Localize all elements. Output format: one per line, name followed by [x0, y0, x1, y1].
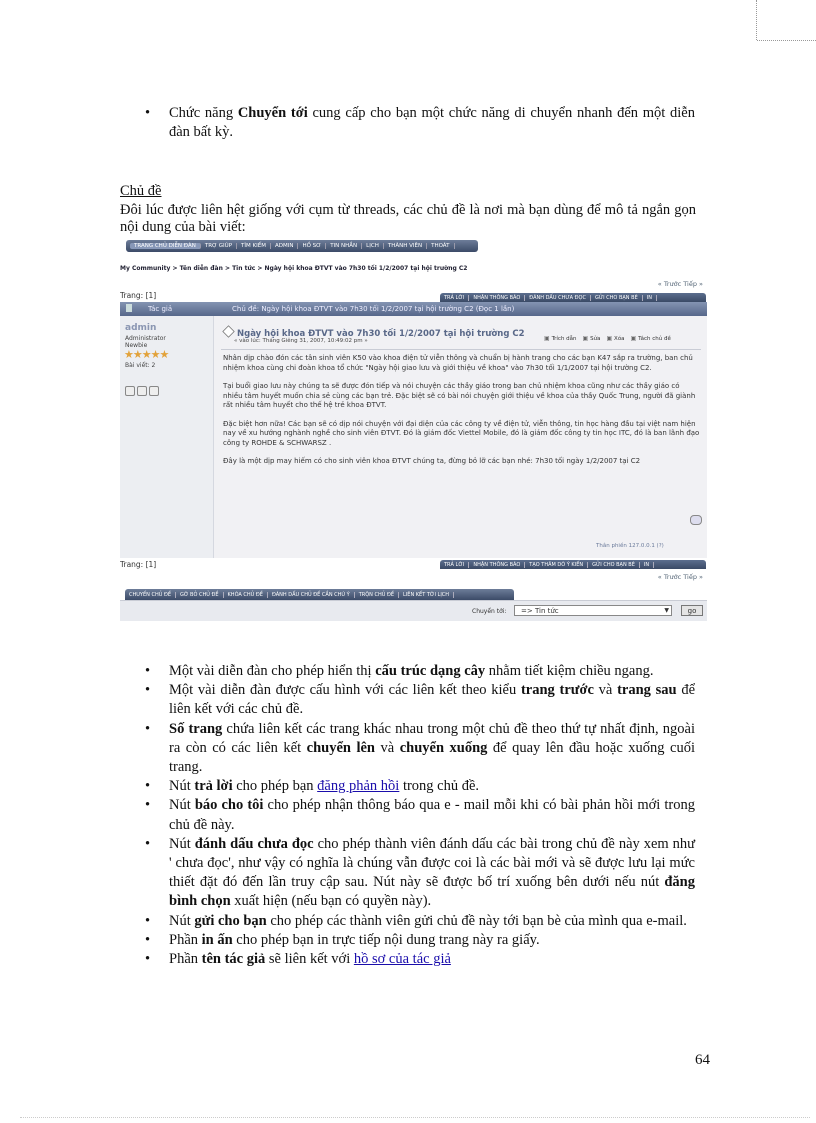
action-button[interactable]: GỬI CHO BẠN BÈ	[591, 295, 643, 301]
bullet-text: Nút	[169, 797, 195, 814]
section-title: Chủ đề	[120, 183, 162, 199]
bullet-text: Nút	[169, 778, 195, 795]
bullet-bold: báo cho tôi	[194, 797, 264, 814]
bullet-bold: trả lời	[194, 778, 233, 795]
bullet-bold: chuyển xuống	[399, 739, 488, 756]
jump-label: Chuyển tới:	[472, 608, 507, 615]
email-icon[interactable]	[137, 386, 147, 396]
nav-tab[interactable]: ADMIN	[271, 243, 298, 249]
nav-tab[interactable]: HỒ SƠ	[298, 243, 326, 249]
bullet-text: cung cấp cho bạn một chức năng di chuyển nhanh đến một diễn đàn bất kỳ.	[169, 105, 695, 140]
bullet-move-to	[145, 104, 695, 142]
nav-tab[interactable]: TRỢ GIÚP	[201, 243, 237, 249]
page-indicator-bottom: Trang: [1]	[120, 560, 157, 569]
action-button[interactable]: GỬI CHO BẠN BÈ	[588, 562, 640, 568]
message-icon[interactable]	[149, 386, 159, 396]
post-action-link[interactable]: ▣ Trích dẫn	[544, 335, 577, 342]
bullet-bold: Chuyển tới	[237, 105, 308, 121]
page-icon	[126, 304, 132, 312]
bullet-text: Phần	[169, 931, 202, 948]
feature-bullet	[145, 950, 695, 969]
forum-top-nav	[126, 240, 478, 252]
bullet-text: Phần	[169, 951, 202, 968]
forum-screenshot	[120, 238, 707, 621]
bullet-text: để liên kết với các chủ đề.	[169, 682, 696, 718]
moderation-tab[interactable]: KHÓA CHỦ ĐỀ	[224, 592, 268, 598]
feature-bullet	[145, 777, 695, 796]
moderation-tab[interactable]: CHUYỂN CHỦ ĐỀ	[125, 592, 176, 598]
post-action-links	[544, 335, 671, 342]
bullet-text: cho phép các thành viên gửi chủ đề này tới bạn bè của mình qua e-mail.	[266, 912, 687, 929]
moderation-tab-bar	[125, 589, 514, 600]
user-info-column	[120, 316, 214, 558]
post-paragraph: Đây là một dịp may hiếm có cho sinh viên khoa ĐTVT chúng ta, đừng bỏ lỡ các bạn nhé: 7h30 tối ngày 1/2/2007 tại C2	[223, 457, 641, 465]
prev-next-links[interactable]: « Trước Tiếp »	[657, 280, 703, 288]
bullet-bold: chuyển lên	[306, 739, 375, 756]
post-action-link[interactable]: ▣ Tách chủ đề	[631, 335, 671, 342]
user-post-count: Bài viết: 2	[125, 362, 156, 369]
nav-tab[interactable]: TRANG CHỦ DIỄN ĐÀN	[130, 243, 201, 249]
bullet-bold: đánh dấu chưa đọc	[194, 835, 314, 852]
forum-breadcrumb: My Community > Tên diễn đàn > Tin tức > Ngày hội khoa ĐTVT vào 7h30 tối 1/2/2007 tại hội trường C2	[120, 265, 468, 272]
bullet-link[interactable]: hồ sơ của tác giả	[353, 951, 451, 968]
crop-mark-horizontal	[757, 40, 816, 42]
bullet-bold: trang sau	[617, 682, 677, 699]
bullet-bold: gửi cho bạn	[194, 912, 267, 929]
post-title-text: Ngày hội khoa ĐTVT vào 7h30 tối 1/2/2007 tại hội trường C2	[237, 329, 525, 339]
bullet-text: cho phép bạn	[232, 778, 318, 795]
action-button[interactable]: TRẢ LỜI	[440, 562, 469, 568]
moderation-tab[interactable]: LIÊN KẾT TỚI LỊCH	[399, 592, 454, 598]
jump-select-value: => Tin tức	[521, 607, 559, 615]
bullet-text: nhằm tiết kiệm chiều ngang.	[485, 663, 654, 679]
nav-tab[interactable]: LỊCH	[362, 243, 384, 249]
feature-bullet	[145, 681, 695, 719]
action-button[interactable]: TẠO THĂM DÒ Ý KIẾN	[525, 562, 588, 568]
bullet-text: Nút	[169, 912, 195, 929]
author-column-header: Tác giả	[148, 305, 173, 313]
action-button[interactable]: ĐÁNH DẤU CHƯA ĐỌC	[525, 295, 591, 301]
post-paragraph: Nhân dịp chào đón các tân sinh viên K50 vào khoa điện tử viễn thông và chuẩn bị hành trang cho các bạn K47 sắp ra trường, ban chủ nhiệm khoa cùng chi đoàn khoa tổ chức "Ngày hội giao lưu và giới thiệu về khoa" vào 7h30 tối 1/1/2007 tại hội trường C2.	[223, 354, 693, 372]
feature-bullet-list	[145, 662, 695, 969]
bullet-text: chứa liên kết các trang khác nhau trong một chủ đề theo thứ tự nhất định, ngoài ra còn có các liên kết	[169, 720, 695, 756]
nav-tab[interactable]: THOÁT	[427, 243, 454, 249]
bullet-link[interactable]: đăng phản hồi	[317, 778, 400, 795]
section-description: Đôi lúc được liên hệt giống với cụm từ threads, các chủ đề là nơi mà bạn dùng để mô tả ngắn gọn nội dung của bài viết:	[120, 202, 696, 235]
action-button[interactable]: TRẢ LỜI	[440, 295, 469, 301]
post-action-link[interactable]: ▣ Xóa	[606, 335, 624, 342]
moderation-tab[interactable]: ĐÁNH DẤU CHỦ ĐỀ CẦN CHÚ Ý	[268, 592, 355, 598]
user-role: Administrator	[125, 335, 166, 342]
action-button[interactable]: NHẬN THÔNG BÁO	[469, 295, 525, 301]
bullet-text: sẽ liên kết với	[265, 951, 354, 968]
prev-next-links-bottom[interactable]: « Trước Tiếp »	[657, 573, 703, 581]
moderation-tab[interactable]: TRỘN CHỦ ĐỀ	[355, 592, 399, 598]
bullet-text: cho phép thành viên đánh dấu các bài trong chủ đề này xem như ' chưa đọc', như vậy có nghĩa là chúng vẫn được coi là các bài mới và sẽ được lưu lại mức thiết đặt đó đến lần truy cập sau. Nút này sẽ được bố trí xuống bên dưới nếu nút	[169, 835, 695, 891]
post-separator	[221, 349, 701, 350]
bullet-text: và	[375, 739, 400, 756]
topic-header-bar	[120, 302, 707, 316]
bullet-text: Chức năng	[169, 105, 238, 121]
feature-bullet	[145, 796, 695, 834]
nav-tab[interactable]: TIN NHẮN	[326, 243, 362, 249]
user-name[interactable]: admin	[125, 323, 157, 333]
bullet-bold: Số trang	[169, 720, 223, 737]
feature-bullet	[145, 720, 695, 778]
action-button[interactable]: NHẬN THÔNG BÁO	[469, 562, 525, 568]
nav-tab[interactable]: TÌM KIẾM	[237, 243, 271, 249]
feature-bullet	[145, 662, 695, 681]
bullet-text: để quay lên đầu hoặc xuống cuối trang.	[169, 739, 695, 776]
post-body	[223, 354, 701, 476]
top-action-bar	[440, 293, 706, 302]
bottom-action-bar	[440, 560, 706, 569]
post-paragraph: Đặc biệt hơn nữa! Các bạn sẽ có dịp nói chuyện với đại diện của các công ty về điện tử, viễn thông, tin học hàng đầu tại việt nam hiện nay về xu hướng nghành nghề cho sinh viên ĐTVT. Đó là giám đốc Viettel Mobile, đó là giám đốc công ty tin học ITC, đó là ban lãnh đạo công ty ROHDE & SCHWARSZ .	[223, 419, 700, 447]
feature-bullet	[145, 912, 695, 931]
bullet-bold: tên tác giả	[201, 951, 266, 968]
post-action-link[interactable]: ▣ Sửa	[583, 335, 601, 342]
post-doc-icon	[222, 325, 234, 337]
user-rank: Newbie	[125, 342, 148, 349]
bullet-bold: trang trước	[520, 682, 594, 699]
top-bullet-list	[145, 104, 695, 142]
bullet-text: cho phép bạn in trực tiếp nội dung trang này ra giấy.	[232, 931, 540, 948]
post-paragraph: Tại buổi giao lưu này chúng ta sẽ được đón tiếp và nói chuyện các thầy giáo trong ban chủ nhiệm khoa cũng như các thầy giáo có nhiều tâm huyết muốn chia sẻ cùng các bạn trẻ. Đặc biệt sẽ có bài nói chuyện giới thiệu về khoa của thầy Quốc Trung, người đã giành rất nhiều tâm huyết cho thế hệ trẻ khoa ĐTVT.	[223, 382, 696, 409]
bullet-text: Một vài diễn đàn được cấu hình với các liên kết theo kiểu	[169, 682, 521, 699]
bullet-bold: in ấn	[201, 931, 233, 948]
quote-icon[interactable]	[690, 515, 702, 525]
bullet-text: trong chủ đề.	[399, 778, 480, 795]
page-number: 64	[695, 1052, 710, 1068]
bullet-text: Một vài diễn đàn cho phép hiển thị	[169, 663, 376, 679]
bullet-text: và	[593, 682, 618, 699]
bullet-text: Nút	[169, 835, 195, 852]
feature-bullet	[145, 835, 695, 912]
crop-mark-vertical	[756, 0, 758, 40]
profile-icon[interactable]	[125, 386, 135, 396]
bullet-text: cho phép nhận thông báo qua e - mail mỗi khi có bài phản hồi mới trong chủ đề này.	[169, 797, 696, 833]
rank-stars: ★★★★★	[124, 348, 169, 361]
bullet-text: xuất hiện (nếu bạn có quyền này).	[230, 893, 432, 910]
user-contact-icons	[125, 386, 159, 396]
post-area	[120, 316, 707, 558]
moderation-tab[interactable]: GỠ BỎ CHỦ ĐỀ	[176, 592, 224, 598]
jump-select[interactable]	[514, 605, 672, 616]
jump-to-row	[120, 600, 707, 621]
bottom-divider	[20, 1117, 810, 1118]
chevron-down-icon: ▼	[664, 607, 669, 614]
topic-column-header: Chủ đề: Ngày hội khoa ĐTVT vào 7h30 tối 1/2/2007 tại hội trường C2 (Đọc 1 lần)	[232, 305, 515, 313]
go-button[interactable]: go	[681, 605, 703, 616]
bullet-bold: đăng bình chọn	[169, 874, 695, 910]
nav-tab[interactable]: THÀNH VIÊN	[384, 243, 427, 249]
action-button[interactable]: IN	[643, 295, 657, 301]
post-date: « vào lúc: Tháng Giêng 31, 2007, 10:49:02 pm »	[234, 338, 368, 344]
post-ip: Thân phiền 127.0.0.1 (?)	[596, 543, 664, 549]
bullet-bold: cấu trúc dạng cây	[375, 663, 486, 679]
page-indicator: Trang: [1]	[120, 291, 157, 300]
feature-bullet	[145, 931, 695, 950]
action-button[interactable]: IN	[640, 562, 654, 568]
